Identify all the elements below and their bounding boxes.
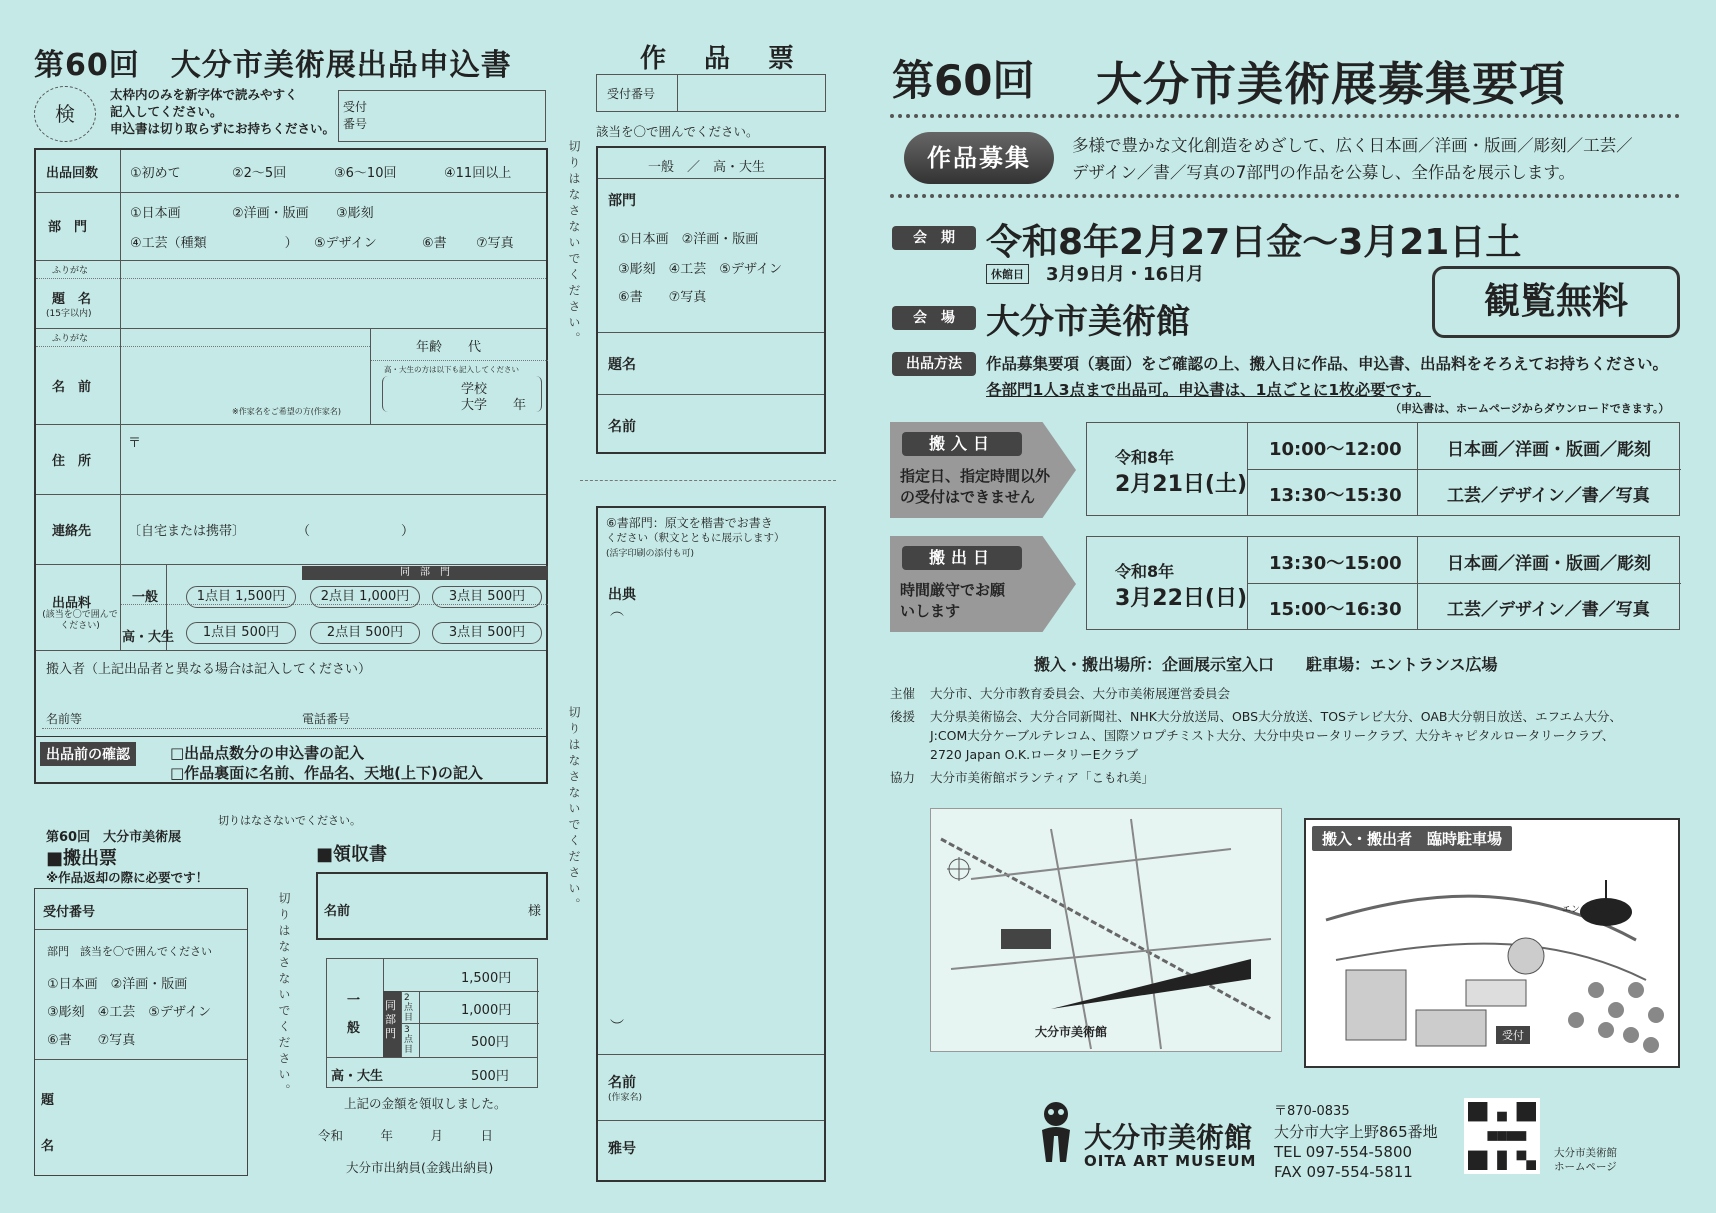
homepage-line: ホームページ — [1554, 1161, 1617, 1173]
hanshutsu-time: 15:00〜16:30 — [1269, 599, 1402, 620]
cut-note-horizontal: 切りはなさないでください。 — [218, 814, 361, 827]
hanshutsu-sub: ※作品返却の際に必要です！ — [46, 870, 209, 885]
sho-note: (活字印刷の添付も可) — [606, 549, 695, 559]
daimei-sub: (15字以内) — [46, 309, 92, 319]
kaiki-date: 令和8年2月27日金〜3月21日土 — [986, 222, 1522, 263]
receipt-ten3: 3点目 — [404, 1025, 414, 1055]
fee-option[interactable]: 2点目 1,000円 — [310, 586, 420, 608]
museum-logo-icon — [1030, 1100, 1082, 1164]
sakuhin-uketsuke[interactable] — [596, 74, 826, 112]
hanshutsu-bumon-options[interactable]: ⑥書 ⑦写真 — [47, 1033, 136, 1048]
museum-contact — [1274, 1102, 1438, 1182]
fee-option[interactable]: 1点目 500円 — [186, 622, 296, 644]
school-note: 高・大生の方は以下も記入してください — [384, 365, 519, 374]
receipt-ten2: 2点目 — [404, 993, 414, 1023]
flyer-title-num: 第60回 — [892, 56, 1035, 105]
koen-row — [890, 707, 1622, 726]
furigana-label: ふりがな — [52, 334, 89, 344]
school-bracket[interactable] — [382, 376, 542, 412]
museum-zip: 〒870-0835 — [1274, 1104, 1350, 1119]
sponsors — [890, 684, 1622, 787]
receipt-amount: 1,500円 — [461, 971, 512, 986]
instructions — [110, 86, 335, 137]
hanshutsu-card — [34, 888, 248, 1176]
shutten-bracket-bottom: ︶ — [610, 1019, 624, 1035]
koen-row: 2720 Japan O.K.ロータリーEクラブ — [930, 747, 1138, 762]
kyoryoku-text: 大分市美術館ボランティア「こもれ美」 — [930, 770, 1155, 785]
school-label: 学校 — [461, 382, 488, 397]
kyoryoku-label: 協力 — [890, 770, 916, 785]
qr-code[interactable] — [1464, 1098, 1540, 1174]
phone-label[interactable]: 電話番号 — [302, 712, 351, 726]
sho-note: ⑥書部門：原文を楷書でお書き — [606, 516, 773, 530]
hanshutsu-daimei[interactable]: 名 — [41, 1139, 55, 1154]
hanshutsu-time: 13:30〜15:00 — [1269, 553, 1402, 574]
parking-entrance: エントランス — [1562, 905, 1616, 915]
cut-note: 切りはなさないでください。 — [567, 706, 581, 914]
receipt-title: ■領収書 — [316, 844, 388, 865]
cut-note: 切りはなさないでください。 — [567, 140, 581, 348]
kyukan-dates: 3月9日月・16日月 — [1046, 264, 1205, 285]
application-title: 第60回 大分市美術展出品申込書 — [34, 48, 512, 83]
receipt-issuer: 大分市出納員(金銭出納員) — [346, 1160, 494, 1175]
parking-title: 搬入・搬出者 臨時駐車場 — [1322, 830, 1503, 848]
fee-option[interactable]: 3点目 500円 — [432, 586, 542, 608]
hannyu-time: 13:30〜15:30 — [1269, 485, 1402, 506]
hanshutsu-dept: 日本画／洋画・版画／彫刻 — [1447, 554, 1651, 574]
bumon-option[interactable]: ④工芸（種類 ） — [130, 236, 298, 251]
bumon-option[interactable]: ②洋画・版画 — [232, 206, 309, 221]
koen-label: 後援 — [890, 709, 916, 724]
koen-text: 大分県美術協会、大分合同新聞社、NHK大分放送局、OBS大分放送、TOSテレビ大分、OAB大分朝日放送、エフエム大分、 — [930, 709, 1622, 724]
postal-mark: 〒 — [128, 436, 142, 451]
uketsuke-box[interactable] — [338, 90, 546, 142]
receipt-table — [326, 958, 538, 1088]
fee-option[interactable]: 1点目 1,500円 — [186, 586, 296, 608]
hanshutsu-note: 時間厳守でお願いします — [900, 581, 1006, 620]
homepage-label — [1554, 1146, 1617, 1174]
sho-name-sub: (作家名) — [608, 1093, 643, 1103]
hanshutsu-label: 搬出日 — [902, 546, 1022, 570]
instruction-line: 太枠内のみを新字体で読みやすく — [110, 87, 298, 102]
hannyu-time: 10:00〜12:00 — [1269, 439, 1402, 460]
hanshutsu-uketsuke[interactable]: 受付番号 — [43, 905, 96, 920]
bumon-option[interactable]: ⑥書 — [422, 236, 447, 251]
kaiki-label: 会 期 — [892, 226, 976, 250]
hannyu-label: 搬入日 — [902, 432, 1022, 456]
hanshutsu-year: 令和8年 — [1115, 562, 1175, 581]
check-label: 出品前の確認 — [40, 742, 136, 766]
fee-option[interactable]: 3点目 500円 — [432, 622, 542, 644]
fee-label: 出品料 — [52, 596, 92, 611]
sakuhin-bumon-options[interactable]: ⑥書 ⑦写真 — [618, 290, 707, 305]
method-label: 出品方法 — [892, 352, 976, 376]
sho-note: ください（釈文とともに展示します） — [606, 532, 785, 544]
same-dept-bar — [302, 566, 548, 580]
receipt-ippan: 一般 — [347, 993, 361, 1036]
parking-uketsuke: 受付 — [1496, 1026, 1530, 1044]
bumon-option[interactable]: ③彫刻 — [336, 206, 374, 221]
museum-name: 大分市美術館 — [1084, 1121, 1253, 1154]
museum-en: OITA ART MUSEUM — [1084, 1152, 1257, 1170]
area-map-graphic — [931, 809, 1283, 1053]
method-text: 作品募集要項（裏面）をご確認の上、搬入日に作品、申込書、出品料をそろえてお持ちください。 — [986, 355, 1669, 373]
boshu-text — [1072, 132, 1633, 186]
gago-label[interactable]: 雅号 — [608, 1141, 636, 1157]
instruction-line: 申込書は切り取らずにお持ちください。 — [110, 121, 336, 136]
name-etc-label[interactable]: 名前等 — [46, 712, 83, 726]
receipt-kodai: 高・大生 — [331, 1069, 384, 1084]
kyukan-label: 休館日 — [986, 264, 1029, 284]
kaisu-option[interactable]: ③6〜10回 — [334, 166, 397, 181]
method-text: 各部門1人3点まで出品可。申込書は、1点ごとに1枚必要です。 — [986, 381, 1431, 399]
sakuhin-category[interactable]: 一般 ／ 高・大生 — [648, 160, 766, 175]
sakuhin-bumon-options[interactable]: ①日本画 ②洋画・版画 — [618, 232, 759, 247]
kaisu-option[interactable]: ①初めて — [130, 166, 181, 181]
bumon-option[interactable]: ①日本画 — [130, 206, 181, 221]
sakuhin-daimei-label[interactable]: 題名 — [608, 357, 636, 373]
address-input[interactable] — [122, 448, 546, 492]
furigana-label: ふりがな — [52, 266, 89, 276]
contact-input[interactable]: 〔自宅または携帯〕 （ ） — [128, 524, 415, 539]
sakuhin-bumon-label: 部門 — [608, 193, 636, 209]
receipt-amount: 500円 — [471, 1069, 509, 1084]
museum-tel: TEL 097-554-5800 — [1274, 1143, 1413, 1161]
receipt-name-box[interactable] — [316, 872, 548, 940]
application-form — [34, 148, 548, 784]
sakuhin-bumon-options[interactable]: ③彫刻 ④工芸 ⑤デザイン — [618, 262, 783, 277]
kaijo-label: 会 場 — [892, 306, 976, 330]
sakuhin-note: 該当を〇で囲んでください。 — [596, 124, 759, 139]
check-item[interactable]: □出品点数分の申込書の記入 — [170, 744, 365, 762]
check-item[interactable]: □作品裏面に名前、作品名、天地(上下)の記入 — [170, 764, 483, 782]
uketsuke-label: 受付番号 — [343, 100, 368, 131]
shutten-bracket-top: ︵ — [610, 603, 624, 619]
receipt-date[interactable]: 令和 年 月 日 — [318, 1128, 494, 1143]
hanshutsu-bumon-options[interactable]: ①日本画 ②洋画・版画 — [47, 977, 188, 992]
free-text: 観覧無料 — [1483, 281, 1628, 322]
receipt-amount: 500円 — [471, 1035, 509, 1050]
museum-address: 大分市大字上野865番地 — [1274, 1123, 1438, 1141]
daigaku-label: 大学 年 — [461, 398, 527, 413]
ken-text: 検 — [55, 102, 75, 126]
hannyu-dept: 工芸／デザイン／書／写真 — [1447, 486, 1650, 506]
hanshutsu-header: 第60回 大分市美術展 — [46, 830, 182, 845]
parking-title-tag — [1312, 826, 1512, 851]
hanshutsu-bumon-options[interactable]: ③彫刻 ④工芸 ⑤デザイン — [47, 1005, 212, 1020]
boshu-badge — [904, 132, 1054, 184]
hanshutsu-dept: 工芸／デザイン／書／写真 — [1447, 600, 1650, 620]
boshu-line: 多様で豊かな文化創造をめざして、広く日本画／洋画・版画／彫刻／工芸／ — [1072, 136, 1633, 155]
bumon-option[interactable]: ⑦写真 — [476, 236, 514, 251]
hanshutsu-table — [1086, 536, 1680, 630]
contact-label: 連絡先 — [52, 524, 92, 539]
age-field[interactable]: 年齢 代 — [416, 340, 482, 355]
koen-row: J:COM大分ケーブルテレコム、国際ソロプチミスト大分、大分中央ロータリークラブ、大分キャピタルロータリークラブ、 — [930, 728, 1615, 743]
museum-logo — [1030, 1100, 1082, 1164]
ippan-label: 一般 — [132, 590, 159, 605]
sho-name-label[interactable]: 名前 — [608, 1075, 636, 1091]
sakuhin-uketsuke-label: 受付番号 — [607, 87, 656, 101]
cut-note: 切りはなさないでください。 — [277, 892, 291, 1100]
ken-stamp — [34, 86, 96, 142]
kyoryoku-row — [890, 768, 1622, 787]
kaisu-option[interactable]: ②2〜5回 — [232, 166, 287, 181]
qr-code-icon — [1468, 1102, 1536, 1170]
name-label: 名 前 — [52, 380, 92, 395]
bumon-label: 部 門 — [48, 220, 88, 235]
flyer-title-main: 大分市美術展募集要項 — [1096, 57, 1566, 111]
map-museum-label: 大分市美術館 — [1035, 1025, 1108, 1039]
hannyu-date: 2月21日(土) — [1115, 472, 1248, 497]
name-input[interactable] — [122, 348, 368, 404]
shusai-label: 主催 — [890, 686, 916, 701]
sakuhin-title: 作 品 票 — [640, 44, 801, 74]
hannyu-dept: 日本画／洋画・版画／彫刻 — [1447, 440, 1651, 460]
homepage-line: 大分市美術館 — [1554, 1147, 1617, 1159]
daimei-input[interactable] — [122, 280, 546, 326]
method-note: （申込書は、ホームページからダウンロードできます。） — [1390, 402, 1670, 415]
boshu-line: デザイン／書／写真の7部門の作品を公募し、全作品を展示します。 — [1072, 163, 1576, 182]
address-label: 住 所 — [52, 454, 92, 469]
bumon-option[interactable]: ⑤デザイン — [314, 236, 377, 251]
receipt-amount: 1,000円 — [461, 1003, 512, 1018]
shusai-row — [890, 684, 1622, 703]
free-badge — [1432, 266, 1680, 338]
boshu-badge-text: 作品募集 — [927, 144, 1031, 172]
parking-map-graphic — [1306, 820, 1678, 1066]
daimei-label: 題 名 — [52, 292, 92, 307]
parking-map — [1304, 818, 1680, 1068]
receipt-same-dept: 同部門 — [385, 999, 396, 1040]
kaijo-name: 大分市美術館 — [986, 302, 1190, 342]
instruction-line: 記入してください。 — [110, 104, 223, 119]
hanshutsu-daimei[interactable]: 題 — [41, 1093, 55, 1108]
kaisu-label: 出品回数 — [46, 166, 99, 181]
sakuhin-card — [596, 146, 826, 454]
receipt-name-label: 名前 — [324, 904, 351, 919]
shusai-text: 大分市、大分市教育委員会、大分市美術展運営委員会 — [930, 686, 1231, 701]
place-info: 搬入・搬出場所：企画展示室入口 駐車場：エントランス広場 — [1034, 655, 1498, 674]
name-note: ※作家名をご希望の方(作家名) — [232, 407, 341, 416]
shutten-label[interactable]: 出典 — [608, 587, 636, 603]
area-map — [930, 808, 1282, 1052]
fee-sub: (該当を〇で囲んでください) — [42, 610, 118, 631]
kodai-label: 高・大生 — [122, 630, 175, 645]
hannyu-year: 令和8年 — [1115, 448, 1175, 467]
hannyu-person-label: 搬入者（上記出品者と異なる場合は記入してください） — [46, 662, 372, 677]
fee-option[interactable]: 2点目 500円 — [310, 622, 420, 644]
receipt-received: 上記の金額を領収しました。 — [344, 1096, 507, 1111]
hanshutsu-bumon: 部門 該当を〇で囲んでください — [47, 945, 212, 958]
hannyu-table — [1086, 422, 1680, 516]
same-dept-text: 同 部 門 — [400, 567, 450, 578]
hannyu-note: 指定日、指定時間以外の受付はできません — [900, 467, 1051, 506]
sho-card — [596, 506, 826, 1182]
hanshutsu-date: 3月22日(日) — [1115, 586, 1248, 611]
sakuhin-name-label[interactable]: 名前 — [608, 419, 636, 435]
hanshutsu-title: ■搬出票 — [46, 848, 118, 869]
receipt-sama: 様 — [528, 904, 542, 919]
museum-fax: FAX 097-554-5811 — [1274, 1163, 1413, 1181]
kaisu-option[interactable]: ④11回以上 — [444, 166, 512, 181]
